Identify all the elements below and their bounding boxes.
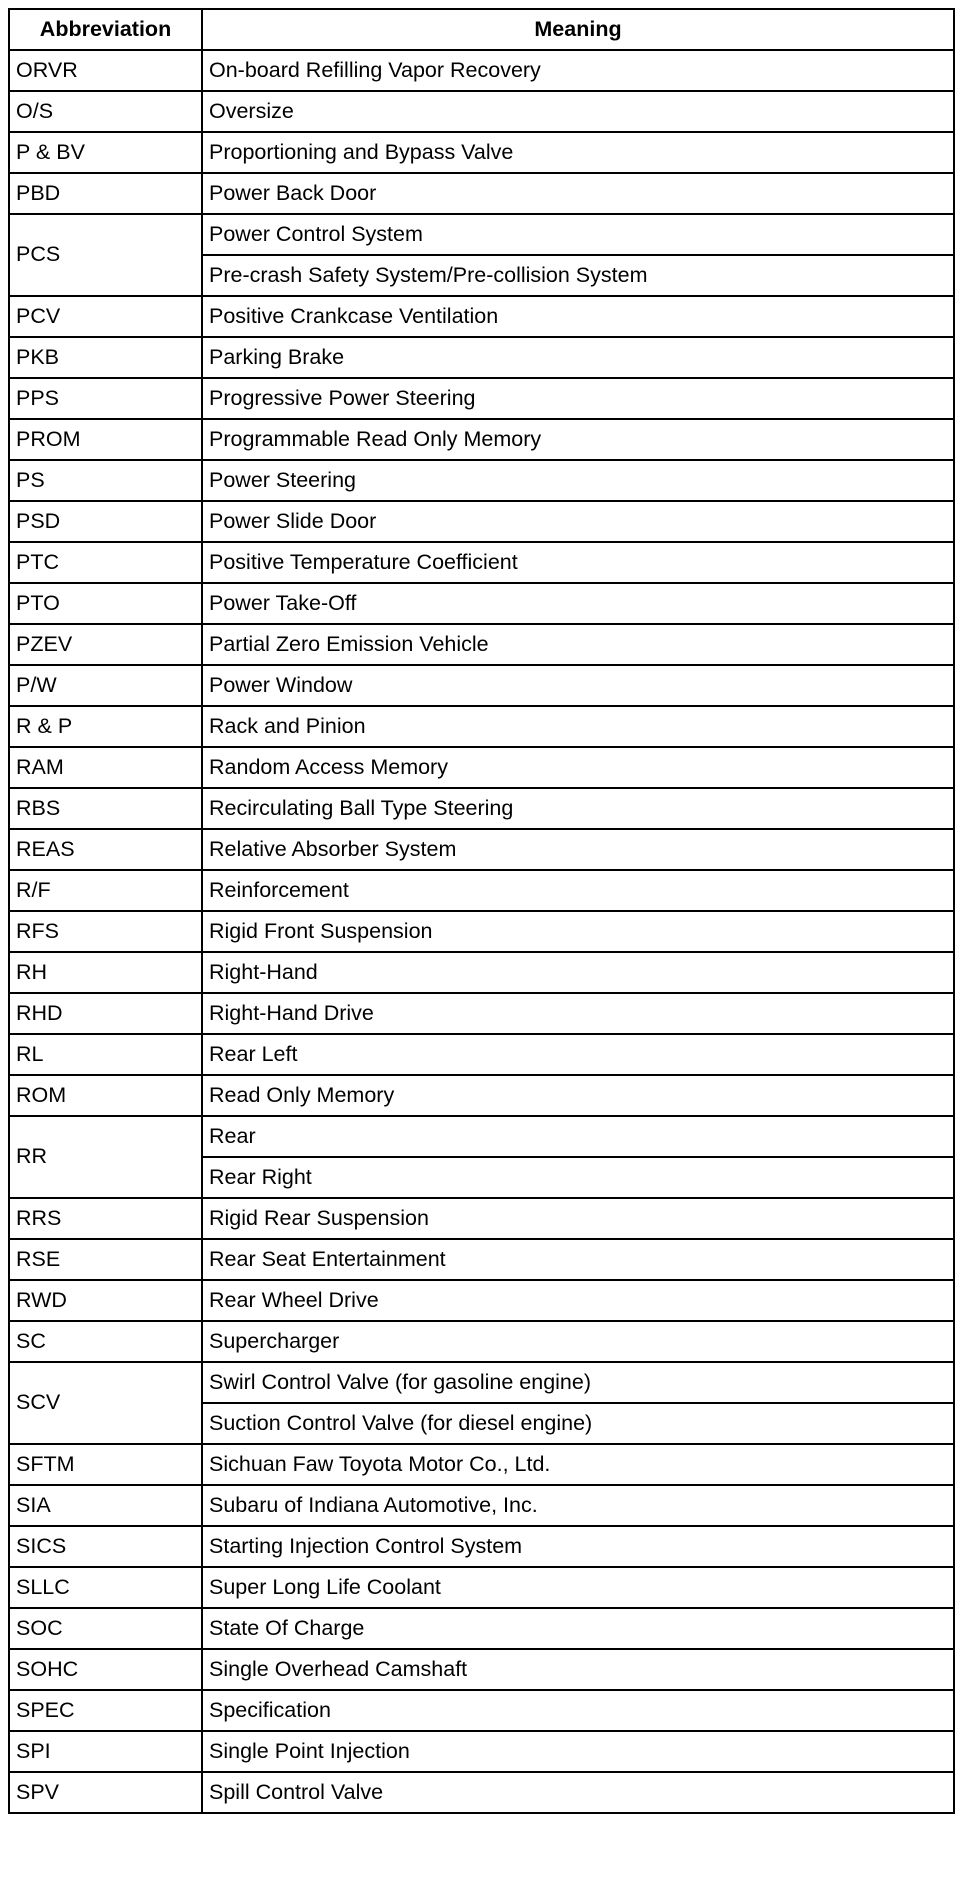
abbreviation-cell: RHD [9,993,202,1034]
table-row [9,1075,954,1116]
meaning-cell: Suction Control Valve (for diesel engine) [202,1403,954,1444]
abbreviation-cell: R/F [9,870,202,911]
abbreviation-cell: PTO [9,583,202,624]
table-body [9,50,954,1813]
table-row [9,624,954,665]
abbreviation-cell: SICS [9,1526,202,1567]
meaning-cell: Starting Injection Control System [202,1526,954,1567]
abbreviation-cell: PPS [9,378,202,419]
meaning-cell: Power Control System [202,214,954,255]
meaning-cell: Rear [202,1116,954,1157]
table-row [9,1608,954,1649]
meaning-cell: Rear Right [202,1157,954,1198]
abbreviation-cell: RAM [9,747,202,788]
abbreviation-cell: SPEC [9,1690,202,1731]
abbreviation-cell: SLLC [9,1567,202,1608]
table-row [9,337,954,378]
table-row [9,1280,954,1321]
table-row [9,788,954,829]
table-row [9,1321,954,1362]
table-row [9,378,954,419]
table-row [9,952,954,993]
table-row [9,1526,954,1567]
table-row [9,911,954,952]
abbreviation-cell: SPI [9,1731,202,1772]
table-row [9,993,954,1034]
table-row [9,91,954,132]
meaning-cell: Rear Wheel Drive [202,1280,954,1321]
meaning-cell: Power Back Door [202,173,954,214]
table-row [9,214,954,255]
table-row [9,1567,954,1608]
table-row [9,706,954,747]
table-row [9,50,954,91]
meaning-column-header: Meaning [202,9,954,50]
abbreviation-cell: PKB [9,337,202,378]
abbreviation-cell: PROM [9,419,202,460]
abbreviation-cell: RBS [9,788,202,829]
abbreviation-cell: ORVR [9,50,202,91]
meaning-cell: Rear Seat Entertainment [202,1239,954,1280]
table-row [9,870,954,911]
abbreviation-cell: SOHC [9,1649,202,1690]
meaning-cell: Subaru of Indiana Automotive, Inc. [202,1485,954,1526]
meaning-cell: Rear Left [202,1034,954,1075]
table-row [9,583,954,624]
meaning-cell: Spill Control Valve [202,1772,954,1813]
table-header [9,9,954,50]
abbreviation-cell: ROM [9,1075,202,1116]
abbreviation-cell: PS [9,460,202,501]
meaning-cell: Reinforcement [202,870,954,911]
table-row [9,1239,954,1280]
abbreviation-cell: SOC [9,1608,202,1649]
meaning-cell: Relative Absorber System [202,829,954,870]
table-row [9,1485,954,1526]
meaning-cell: Right-Hand [202,952,954,993]
table-row [9,1731,954,1772]
table-row [9,132,954,173]
table-row [9,501,954,542]
meaning-cell: State Of Charge [202,1608,954,1649]
abbreviation-cell: PCS [9,214,202,296]
abbreviation-cell: PTC [9,542,202,583]
abbreviation-cell: PSD [9,501,202,542]
meaning-cell: Power Take-Off [202,583,954,624]
abbreviation-column-header: Abbreviation [9,9,202,50]
meaning-cell: Partial Zero Emission Vehicle [202,624,954,665]
meaning-cell: Single Point Injection [202,1731,954,1772]
meaning-cell: Proportioning and Bypass Valve [202,132,954,173]
abbreviation-cell: REAS [9,829,202,870]
table-row [9,542,954,583]
table-row [9,665,954,706]
table-row [9,173,954,214]
meaning-cell: Random Access Memory [202,747,954,788]
meaning-cell: Power Window [202,665,954,706]
abbreviation-cell: SFTM [9,1444,202,1485]
meaning-cell: Super Long Life Coolant [202,1567,954,1608]
meaning-cell: Positive Crankcase Ventilation [202,296,954,337]
abbreviation-cell: P & BV [9,132,202,173]
table-row [9,1444,954,1485]
table-row [9,747,954,788]
header-row [9,9,954,50]
table-row [9,1362,954,1403]
meaning-cell: Recirculating Ball Type Steering [202,788,954,829]
meaning-cell: Swirl Control Valve (for gasoline engine) [202,1362,954,1403]
meaning-cell: Power Steering [202,460,954,501]
table-row [9,1116,954,1157]
table-row [9,829,954,870]
meaning-cell: Sichuan Faw Toyota Motor Co., Ltd. [202,1444,954,1485]
meaning-cell: Power Slide Door [202,501,954,542]
table-row [9,296,954,337]
meaning-cell: Rack and Pinion [202,706,954,747]
abbreviation-cell: RH [9,952,202,993]
abbreviation-cell: SCV [9,1362,202,1444]
meaning-cell: Pre-crash Safety System/Pre-collision System [202,255,954,296]
abbreviation-cell: R & P [9,706,202,747]
meaning-cell: Rigid Rear Suspension [202,1198,954,1239]
abbreviation-cell: PBD [9,173,202,214]
meaning-cell: Supercharger [202,1321,954,1362]
abbreviation-cell: RWD [9,1280,202,1321]
abbreviation-cell: PCV [9,296,202,337]
abbreviation-cell: RFS [9,911,202,952]
table-row [9,1198,954,1239]
table-row [9,1649,954,1690]
abbreviation-cell: RR [9,1116,202,1198]
meaning-cell: Specification [202,1690,954,1731]
meaning-cell: On-board Refilling Vapor Recovery [202,50,954,91]
meaning-cell: Right-Hand Drive [202,993,954,1034]
abbreviation-cell: PZEV [9,624,202,665]
meaning-cell: Programmable Read Only Memory [202,419,954,460]
table-row [9,460,954,501]
table-row [9,1034,954,1075]
abbreviation-cell: SPV [9,1772,202,1813]
abbreviation-cell: P/W [9,665,202,706]
abbreviation-table [8,8,955,1814]
abbreviation-cell: SC [9,1321,202,1362]
meaning-cell: Positive Temperature Coefficient [202,542,954,583]
abbreviation-cell: RRS [9,1198,202,1239]
table-row [9,1772,954,1813]
abbreviation-cell: RSE [9,1239,202,1280]
meaning-cell: Read Only Memory [202,1075,954,1116]
abbreviation-cell: SIA [9,1485,202,1526]
table-row [9,1690,954,1731]
table-row [9,419,954,460]
meaning-cell: Rigid Front Suspension [202,911,954,952]
meaning-cell: Progressive Power Steering [202,378,954,419]
abbreviation-cell: RL [9,1034,202,1075]
meaning-cell: Parking Brake [202,337,954,378]
meaning-cell: Oversize [202,91,954,132]
abbreviation-cell: O/S [9,91,202,132]
meaning-cell: Single Overhead Camshaft [202,1649,954,1690]
